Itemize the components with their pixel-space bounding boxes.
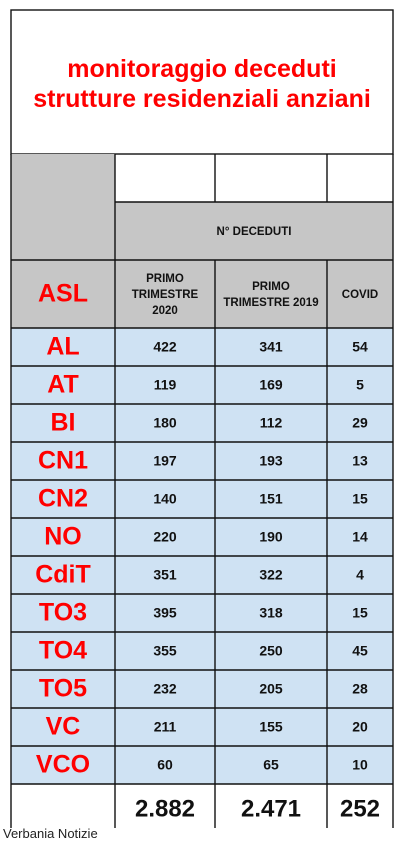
asl-label: TO5: [38, 674, 88, 703]
value-cell: 28: [352, 680, 368, 697]
asl-label: NO: [44, 522, 82, 551]
source-credit: Verbania Notizie: [3, 826, 98, 841]
asl-label: BI: [50, 408, 76, 437]
column-header-label: COVID: [341, 289, 379, 302]
value-cell: 119: [153, 376, 177, 393]
value-cell: 10: [352, 756, 368, 773]
value-cell: 13: [352, 452, 368, 469]
value-cell: 112: [259, 414, 283, 431]
value-cell: 180: [153, 414, 177, 431]
value-cell: 205: [259, 680, 283, 697]
asl-label: AT: [47, 370, 79, 399]
value-cell: 65: [263, 756, 279, 773]
corner-cell: [11, 154, 115, 260]
value-cell: 220: [153, 528, 177, 545]
total-value: 2.471: [240, 795, 302, 823]
value-cell: 4: [356, 566, 364, 583]
value-cell: 190: [259, 528, 283, 545]
asl-label: TO4: [38, 636, 88, 665]
value-cell: 169: [259, 376, 283, 393]
asl-label: CdiT: [35, 560, 91, 589]
title-line-1: monitoraggio deceduti: [67, 55, 337, 83]
value-cell: 341: [259, 338, 283, 355]
group-header-label: N° DECEDUTI: [216, 226, 292, 239]
value-cell: 395: [153, 604, 177, 621]
value-cell: 232: [153, 680, 177, 697]
value-cell: 322: [259, 566, 283, 583]
column-header-label: PRIMO: [252, 281, 290, 294]
total-value: 252: [339, 795, 381, 823]
value-cell: 54: [352, 338, 368, 355]
asl-label: CN1: [37, 446, 89, 475]
value-cell: 20: [352, 718, 368, 735]
column-header-label: TRIMESTRE 2019: [223, 297, 319, 310]
value-cell: 15: [352, 604, 368, 621]
value-cell: 197: [153, 452, 177, 469]
total-value: 2.882: [134, 795, 196, 823]
value-cell: 14: [352, 528, 368, 545]
value-cell: 422: [153, 338, 177, 355]
value-cell: 351: [153, 566, 177, 583]
asl-label: CN2: [37, 484, 89, 513]
value-cell: 45: [352, 642, 368, 659]
asl-label: VCO: [35, 750, 91, 779]
value-cell: 29: [352, 414, 368, 431]
value-cell: 318: [259, 604, 283, 621]
value-cell: 250: [259, 642, 283, 659]
title-line-2: strutture residenziali anziani: [33, 85, 371, 113]
value-cell: 5: [356, 376, 364, 393]
value-cell: 15: [352, 490, 368, 507]
value-cell: 193: [259, 452, 283, 469]
column-header-label: 2020: [152, 305, 178, 318]
column-header-label: PRIMO: [146, 273, 184, 286]
value-cell: 60: [157, 756, 173, 773]
asl-label: AL: [46, 332, 80, 361]
value-cell: 140: [153, 490, 177, 507]
row-header-label: ASL: [38, 279, 88, 308]
value-cell: 151: [259, 490, 283, 507]
value-cell: 355: [153, 642, 177, 659]
column-header-label: TRIMESTRE: [131, 289, 199, 302]
value-cell: 211: [153, 718, 177, 735]
value-cell: 155: [259, 718, 283, 735]
asl-label: VC: [45, 712, 81, 741]
asl-label: TO3: [38, 598, 88, 627]
